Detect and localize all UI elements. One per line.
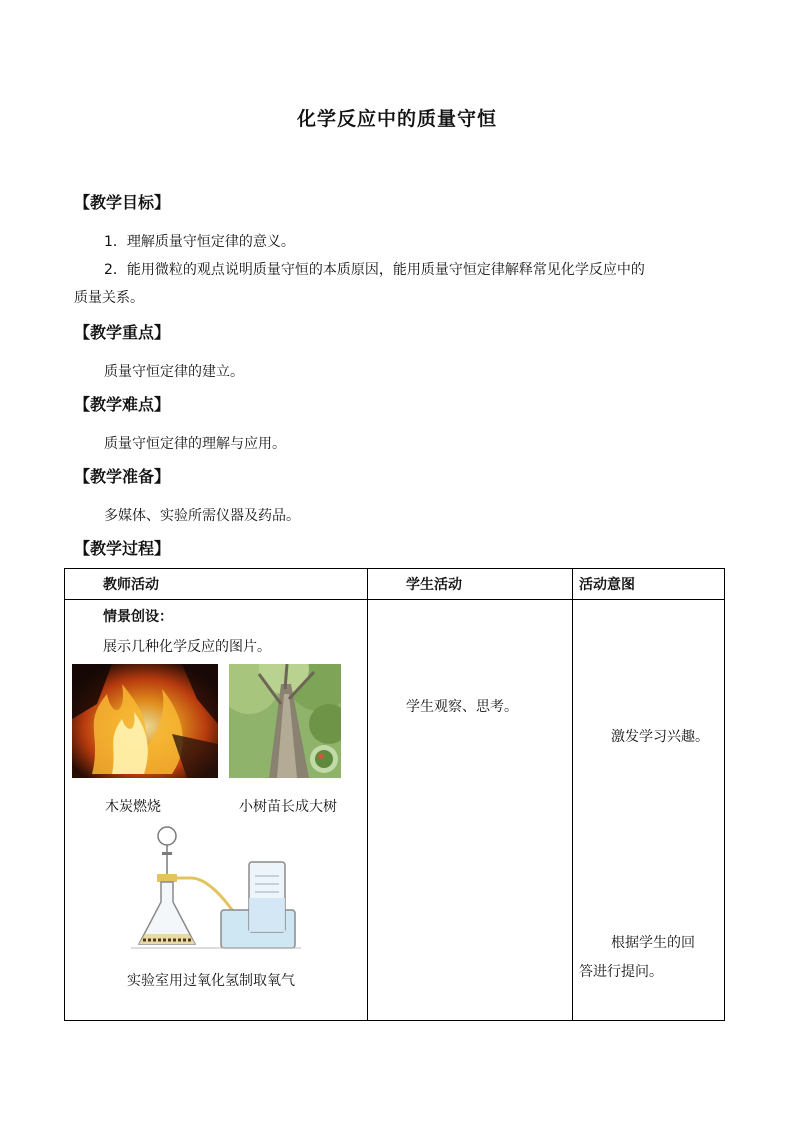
scenario-label: 情景创设： <box>103 609 173 625</box>
difficulties-heading: 【教学难点】 <box>74 395 171 414</box>
activity-intent-cell <box>573 600 725 1021</box>
caption-apparatus: 实验室用过氧化氢制取氧气 <box>127 973 295 989</box>
student-activity-cell <box>368 600 573 1021</box>
key-points-heading: 【教学重点】 <box>74 323 171 342</box>
oxygen-apparatus-illustration <box>131 822 301 952</box>
teacher-activity-cell <box>65 600 368 1021</box>
process-heading: 【教学过程】 <box>74 539 171 558</box>
goals-heading: 【教学目标】 <box>74 193 171 212</box>
goal-item-2: 2．能用微粒的观点说明质量守恒的本质原因，能用质量守恒定律解释常见化学反应中的 <box>104 262 645 278</box>
intent-text-2-line1: 根据学生的回 <box>611 935 695 951</box>
header-teacher-activity: 教师活动 <box>65 569 368 600</box>
table-header-row <box>65 569 725 600</box>
teaching-process-table <box>64 568 725 1021</box>
growing-tree-photo <box>229 664 341 778</box>
header-student-activity: 学生活动 <box>368 569 573 600</box>
key-points-text: 质量守恒定律的建立。 <box>104 364 244 380</box>
intent-text-2-line2: 答进行提问。 <box>579 964 663 980</box>
student-activity-text: 学生观察、思考。 <box>406 699 518 715</box>
preparation-text: 多媒体、实验所需仪器及药品。 <box>104 508 300 524</box>
goal-item-2-continued: 质量关系。 <box>74 290 144 306</box>
table-row <box>65 600 725 1021</box>
charcoal-fire-photo <box>72 664 218 778</box>
difficulties-text: 质量守恒定律的理解与应用。 <box>104 436 286 452</box>
caption-tree: 小树苗长成大树 <box>239 799 337 815</box>
document-title: 化学反应中的质量守恒 <box>296 108 497 130</box>
goal-item-1: 1．理解质量守恒定律的意义。 <box>104 234 295 250</box>
preparation-heading: 【教学准备】 <box>74 467 171 486</box>
intent-text-1: 激发学习兴趣。 <box>611 729 709 745</box>
caption-charcoal: 木炭燃烧 <box>105 799 161 815</box>
header-activity-intent: 活动意图 <box>573 569 725 600</box>
scenario-intro: 展示几种化学反应的图片。 <box>103 639 271 655</box>
